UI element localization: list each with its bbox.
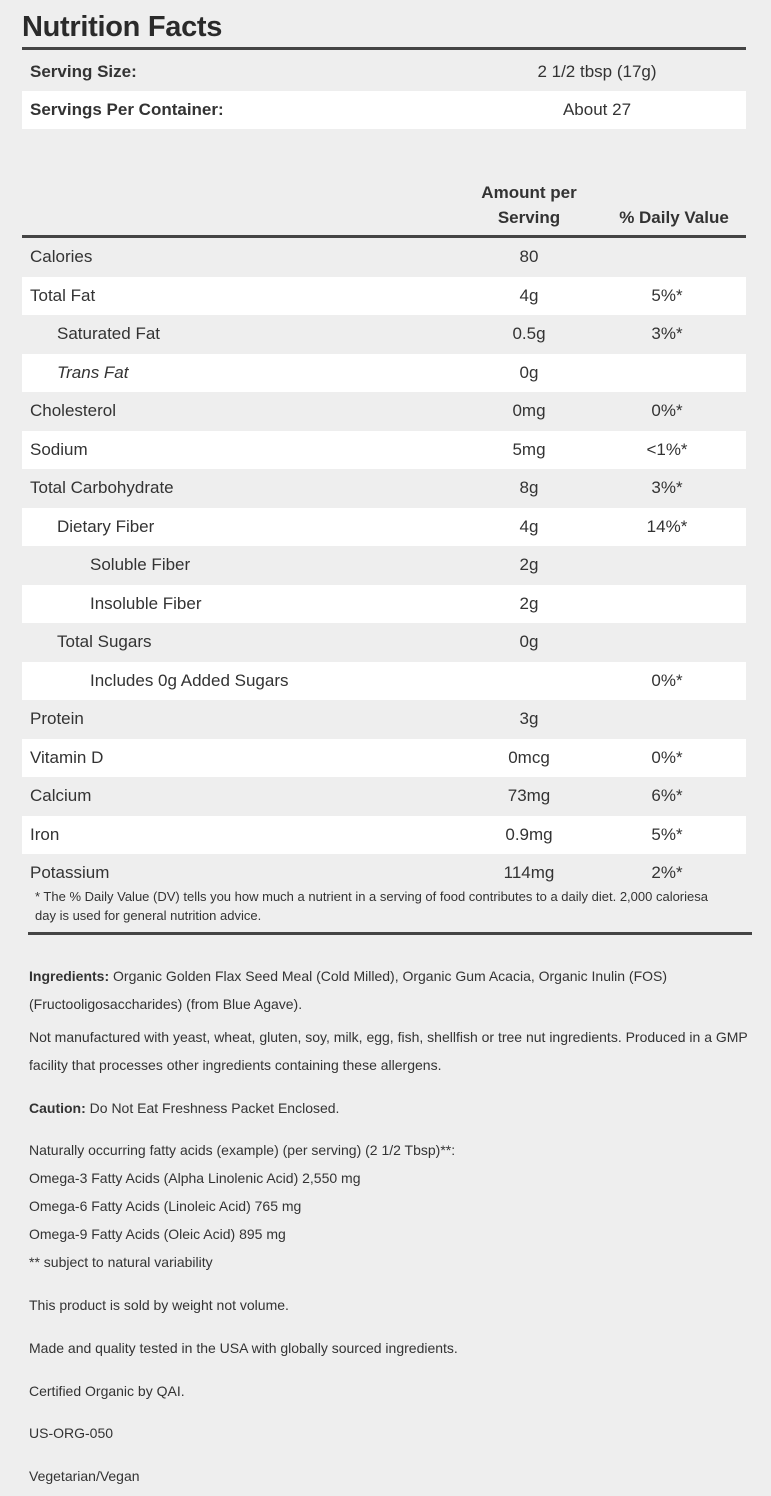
nutrient-amount: 0g (519, 362, 539, 382)
nutrient-daily-value: 6%* (651, 786, 683, 806)
nutrient-row (22, 546, 746, 585)
amount-header-line1: Amount per (481, 183, 577, 202)
nutrient-name: Insoluble Fiber (90, 593, 202, 613)
nutrient-row (22, 739, 746, 778)
nutrient-name: Potassium (30, 863, 110, 883)
omega-6-line: Omega-6 Fatty Acids (Linoleic Acid) 765 mg (29, 1198, 302, 1214)
nutrient-name: Calcium (30, 786, 92, 806)
servings-per-container-row (22, 91, 746, 129)
variability-note: ** subject to natural variability (29, 1254, 213, 1270)
amount-per-serving-header (470, 180, 588, 230)
nutrient-row (22, 469, 746, 508)
daily-value-footnote: * The % Daily Value (DV) tells you how much a nutrient in a serving of food contributes to a daily diet. 2,000 caloriesa day is used for general nutrition advice. (35, 889, 708, 923)
weight-note: This product is sold by weight not volume. (29, 1297, 289, 1313)
omega-3-line: Omega-3 Fatty Acids (Alpha Linolenic Acid) 2,550 mg (29, 1170, 361, 1186)
nutrient-amount: 80 (519, 247, 539, 267)
nutrient-daily-value: 2%* (651, 863, 683, 883)
nutrient-amount: 0mcg (508, 747, 550, 767)
nutrition-facts-panel (22, 0, 746, 893)
caution-paragraph (29, 1094, 759, 1122)
nutrient-name: Sodium (30, 439, 88, 459)
nutrient-name: Iron (30, 824, 60, 844)
daily-value-header: % Daily Value (619, 208, 729, 227)
caution-text: Do Not Eat Freshness Packet Enclosed. (85, 1100, 340, 1116)
nutrient-row (22, 585, 746, 624)
nutrition-facts-title: Nutrition Facts (22, 0, 746, 50)
ingredients-text: Organic Golden Flax Seed Meal (Cold Milled), Organic Gum Acacia, Organic Inulin (FOS) (Fructooligosaccharides) (from Blue Agave). (29, 968, 668, 1012)
nutrient-row (22, 662, 746, 701)
nutrient-name: Total Sugars (57, 632, 152, 652)
nutrient-amount: 2g (519, 555, 539, 575)
nutrient-amount: 4g (519, 285, 539, 305)
nutrient-daily-value: 0%* (651, 401, 683, 421)
nutrient-table (22, 238, 746, 893)
ingredients-paragraph (29, 962, 759, 1018)
certified-organic-note: Certified Organic by QAI. (29, 1383, 185, 1399)
omega-9-line: Omega-9 Fatty Acids (Oleic Acid) 895 mg (29, 1226, 286, 1242)
nutrient-name: Saturated Fat (57, 324, 161, 344)
diet-note: Vegetarian/Vegan (29, 1468, 140, 1484)
nutrient-amount: 5mg (512, 439, 546, 459)
nutrient-daily-value: 14%* (646, 516, 688, 536)
amount-header-line2: Serving (497, 208, 561, 227)
nutrient-amount: 73mg (507, 786, 551, 806)
nutrient-daily-value: 5%* (651, 285, 683, 305)
nutrient-amount: 2g (519, 593, 539, 613)
servings-per-container-label: Servings Per Container: (30, 100, 224, 119)
nutrient-amount: 4g (519, 516, 539, 536)
nutrient-row (22, 508, 746, 547)
nutrient-amount: 8g (519, 478, 539, 498)
nutrient-name: Trans Fat (57, 362, 129, 382)
organic-certification-code: US-ORG-050 (29, 1425, 114, 1441)
serving-size-label: Serving Size: (30, 62, 137, 81)
nutrient-row (22, 392, 746, 431)
nutrient-amount: 0mg (512, 401, 546, 421)
nutrient-amount: 0g (519, 632, 539, 652)
nutrient-daily-value: 3%* (651, 478, 683, 498)
nutrient-row (22, 700, 746, 739)
nutrient-row (22, 623, 746, 662)
nutrient-daily-value: 5%* (651, 824, 683, 844)
serving-size-value: 2 1/2 tbsp (17g) (537, 62, 657, 81)
nutrient-name: Soluble Fiber (90, 555, 191, 575)
nutrient-amount: 114mg (503, 863, 555, 883)
nutrient-row (22, 431, 746, 470)
nutrient-name: Protein (30, 709, 84, 729)
nutrient-row (22, 238, 746, 277)
fatty-acids-intro: Naturally occurring fatty acids (example) (per serving) (2 1/2 Tbsp)**: (29, 1142, 456, 1158)
nutrient-name: Total Carbohydrate (30, 478, 174, 498)
nutrient-name: Calories (30, 247, 93, 267)
nutrient-daily-value: 0%* (651, 747, 683, 767)
nutrient-row (22, 277, 746, 316)
servings-per-container-value: About 27 (562, 100, 632, 119)
nutrient-name: Cholesterol (30, 401, 116, 421)
allergen-note: Not manufactured with yeast, wheat, gluten, soy, milk, egg, fish, shellfish or tree nut ingredients. Produced in a GMP facility that processes other ingredients containing these allergens. (29, 1029, 748, 1073)
column-header (22, 146, 746, 238)
nutrient-name: Includes 0g Added Sugars (90, 670, 289, 690)
fatty-acids-block (29, 1136, 759, 1276)
made-in-note: Made and quality tested in the USA with globally sourced ingredients. (29, 1340, 458, 1356)
nutrient-row (22, 354, 746, 393)
nutrient-daily-value: 0%* (651, 670, 683, 690)
nutrient-row (22, 315, 746, 354)
nutrient-name: Total Fat (30, 285, 96, 305)
nutrient-row (22, 816, 746, 855)
nutrient-amount: 3g (519, 709, 539, 729)
nutrient-daily-value: <1%* (646, 439, 688, 459)
ingredients-label: Ingredients: (29, 968, 110, 984)
nutrient-amount: 0.5g (512, 324, 546, 344)
nutrient-name: Vitamin D (30, 747, 104, 767)
nutrient-daily-value: 3%* (651, 324, 683, 344)
caution-label: Caution: (29, 1100, 86, 1116)
nutrient-name: Dietary Fiber (57, 516, 155, 536)
nutrient-amount: 0.9mg (505, 824, 553, 844)
serving-size-row (22, 53, 746, 91)
footnote-divider (28, 932, 752, 935)
nutrient-row (22, 777, 746, 816)
